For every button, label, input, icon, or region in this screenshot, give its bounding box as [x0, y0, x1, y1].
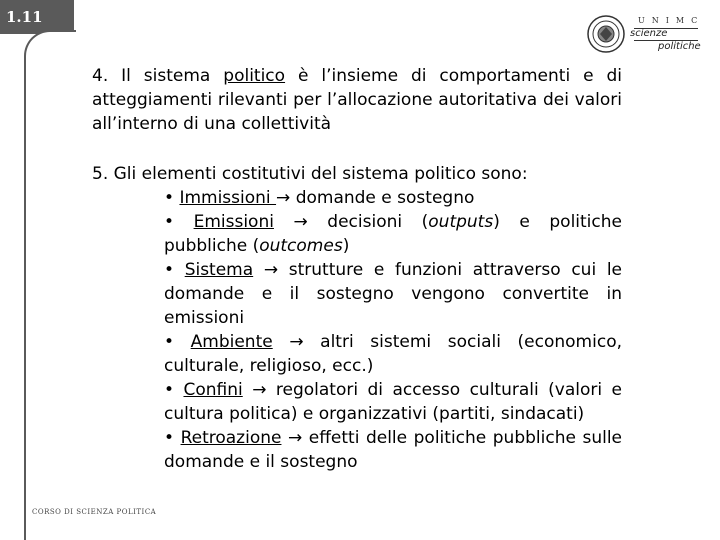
list-item: [164, 330, 622, 378]
bullet: •: [164, 260, 185, 280]
para4-underlined-term: politico: [223, 66, 286, 86]
item-text: domande e sostegno: [290, 188, 475, 208]
item-term: Retroazione: [180, 428, 282, 448]
logo-letters: UNIMC: [638, 16, 705, 25]
item-text: ) e politiche pubbliche (: [164, 212, 622, 256]
slide-number: 1.11: [6, 8, 43, 26]
item-text: altri sistemi sociali (economico, culturale, religioso, ecc.): [164, 332, 622, 376]
university-logo: [586, 14, 705, 56]
logo-word-politiche: politiche: [658, 41, 701, 52]
logo-word-scienze: scienze: [630, 28, 668, 39]
item-text: regolatori di accesso culturali (valori e cultura politica) e organizzativi (partiti, sindacati): [164, 380, 622, 424]
item-text: effetti delle politiche pubbliche sulle domande e il sostegno: [164, 428, 623, 472]
bullet: •: [164, 332, 191, 352]
seal-icon: [586, 14, 626, 54]
item-term: Sistema: [184, 260, 254, 280]
bullet: •: [164, 212, 194, 232]
corner-decoration: [24, 30, 76, 72]
bullet: •: [164, 188, 180, 208]
arrow-icon: →: [293, 212, 308, 232]
paragraph-4: [92, 64, 622, 136]
arrow-icon: →: [252, 380, 267, 400]
item-term: Ambiente: [190, 332, 273, 352]
slide-number-box: [0, 0, 74, 34]
footer-course-title: CORSO DI SCIENZA POLITICA: [32, 508, 157, 516]
para4-prefix: 4. Il sistema: [92, 66, 224, 86]
para4-text: è l’insieme di comportamenti e di atteggiamenti rilevanti per l’allocazione autoritativa dei valori all’interno di una collettività: [92, 66, 622, 134]
left-vertical-rule: [24, 60, 26, 540]
elements-list: [164, 186, 622, 474]
bullet: •: [164, 380, 184, 400]
list-item: [164, 186, 622, 210]
item-italic-term: outputs: [428, 212, 494, 232]
arrow-icon: →: [287, 428, 303, 448]
list-item: [164, 426, 622, 474]
arrow-icon: →: [276, 188, 291, 208]
item-term: Emissioni: [193, 212, 274, 232]
item-italic-term: outcomes: [259, 236, 343, 256]
list-item: [164, 210, 622, 258]
item-term: Confini: [183, 380, 243, 400]
bullet: •: [164, 428, 181, 448]
arrow-icon: →: [263, 260, 279, 280]
arrow-icon: →: [289, 332, 304, 352]
item-text: decisioni (: [307, 212, 429, 232]
paragraph-5-intro: 5. Gli elementi costitutivi del sistema politico sono:: [92, 164, 528, 184]
item-term: Immissioni: [179, 188, 277, 208]
list-item: [164, 258, 622, 330]
item-text: ): [342, 236, 350, 256]
slide-body: [92, 64, 622, 474]
item-text: strutture e funzioni attraverso cui le domande e il sostegno vengono convertite in emissioni: [164, 260, 623, 328]
list-item: [164, 378, 622, 426]
